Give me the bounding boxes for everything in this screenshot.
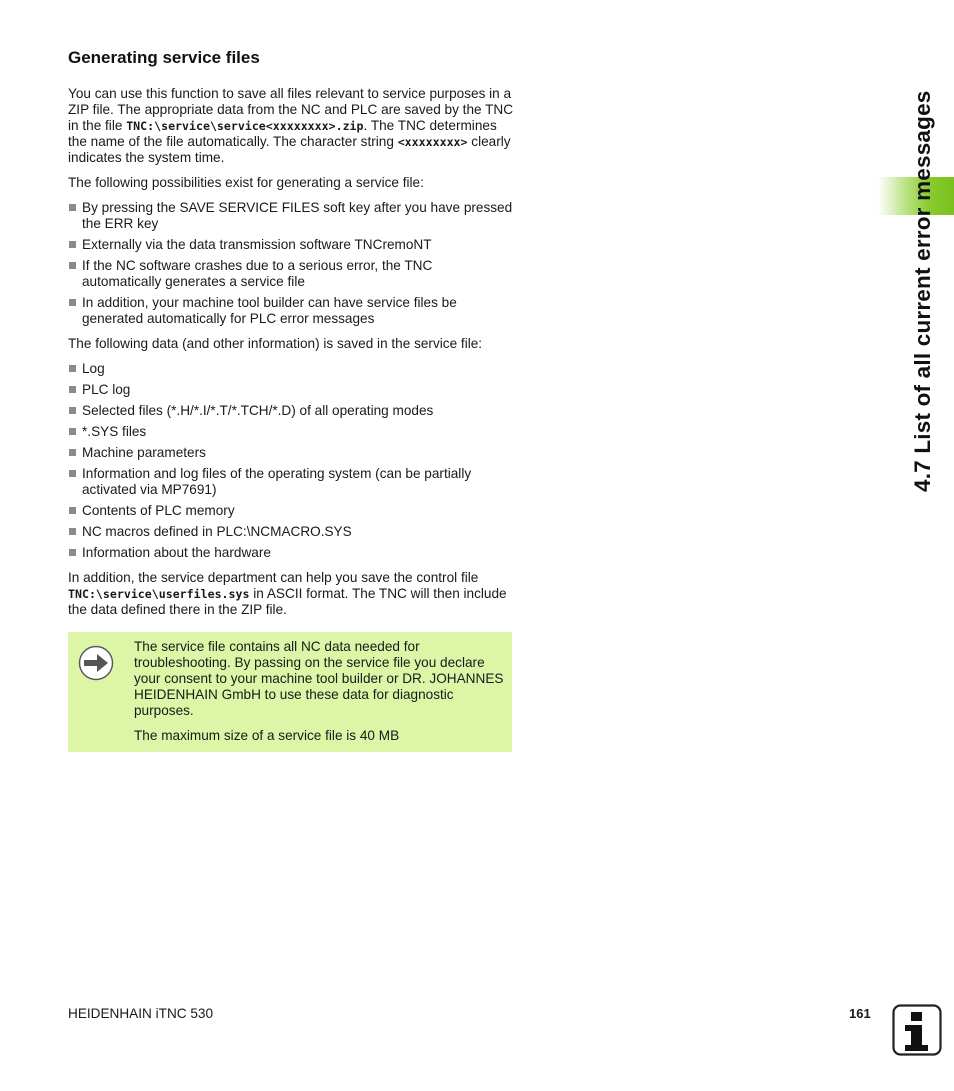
list-item: *.SYS files bbox=[68, 424, 514, 440]
body-content bbox=[68, 86, 514, 627]
info-icon bbox=[892, 1004, 942, 1056]
footer-product: HEIDENHAIN iTNC 530 bbox=[68, 1006, 214, 1021]
list-item: Machine parameters bbox=[68, 445, 514, 461]
list-item: In addition, your machine tool builder can have service files be generated automatically for PLC error messages bbox=[68, 295, 514, 327]
service-file-path: TNC:\service\service<xxxxxxxx>.zip bbox=[126, 119, 364, 133]
chapter-side-title: 4.7 List of all current error messages bbox=[910, 90, 935, 492]
userfiles-path: TNC:\service\userfiles.sys bbox=[68, 587, 250, 601]
userfiles-paragraph: In addition, the service department can help you save the control file TNC:\service\userfiles.sys in ASCII format. The TNC will then include the data defined there in the ZIP file. bbox=[68, 570, 507, 617]
list-item: PLC log bbox=[68, 382, 514, 398]
note-max-size: The maximum size of a service file is 40 MB bbox=[134, 728, 400, 743]
list-item: Information about the hardware bbox=[68, 545, 514, 561]
list-item: Contents of PLC memory bbox=[68, 503, 514, 519]
list-item: Information and log files of the operating system (can be partially activated via MP7691) bbox=[68, 466, 514, 498]
note-text bbox=[134, 639, 506, 753]
list-item: If the NC software crashes due to a serious error, the TNC automatically generates a service file bbox=[68, 258, 514, 290]
note-box bbox=[68, 632, 512, 752]
possibilities-intro: The following possibilities exist for generating a service file: bbox=[68, 175, 424, 190]
saved-data-list bbox=[68, 361, 514, 561]
arrow-right-icon bbox=[78, 645, 114, 681]
possibilities-list bbox=[68, 200, 514, 327]
note-paragraph: The service file contains all NC data needed for troubleshooting. By passing on the service file you declare your consent to your machine tool builder or DR. JOHANNES HEIDENHAIN GmbH to use these data for diagnostic purposes. bbox=[134, 639, 504, 718]
intro-paragraph: You can use this function to save all files relevant to service purposes in a ZIP file. The appropriate data from the NC and PLC are saved by the TNC in the file TNC:\service\service<xxxxxxxx>.zip. The TNC determines the name of the file automatically. The character string <xxxxxxxx> clearly indicates the system time. bbox=[68, 86, 514, 165]
list-item: Log bbox=[68, 361, 514, 377]
section-heading: Generating service files bbox=[68, 48, 260, 67]
data-intro: The following data (and other information) is saved in the service file: bbox=[68, 336, 483, 351]
list-item: Externally via the data transmission software TNCremoNT bbox=[68, 237, 514, 253]
list-item: Selected files (*.H/*.I/*.T/*.TCH/*.D) of all operating modes bbox=[68, 403, 514, 419]
list-item: By pressing the SAVE SERVICE FILES soft key after you have pressed the ERR key bbox=[68, 200, 514, 232]
system-time-placeholder: <xxxxxxxx> bbox=[397, 135, 468, 149]
list-item: NC macros defined in PLC:\NCMACRO.SYS bbox=[68, 524, 514, 540]
page-number: 161 bbox=[849, 1006, 871, 1021]
